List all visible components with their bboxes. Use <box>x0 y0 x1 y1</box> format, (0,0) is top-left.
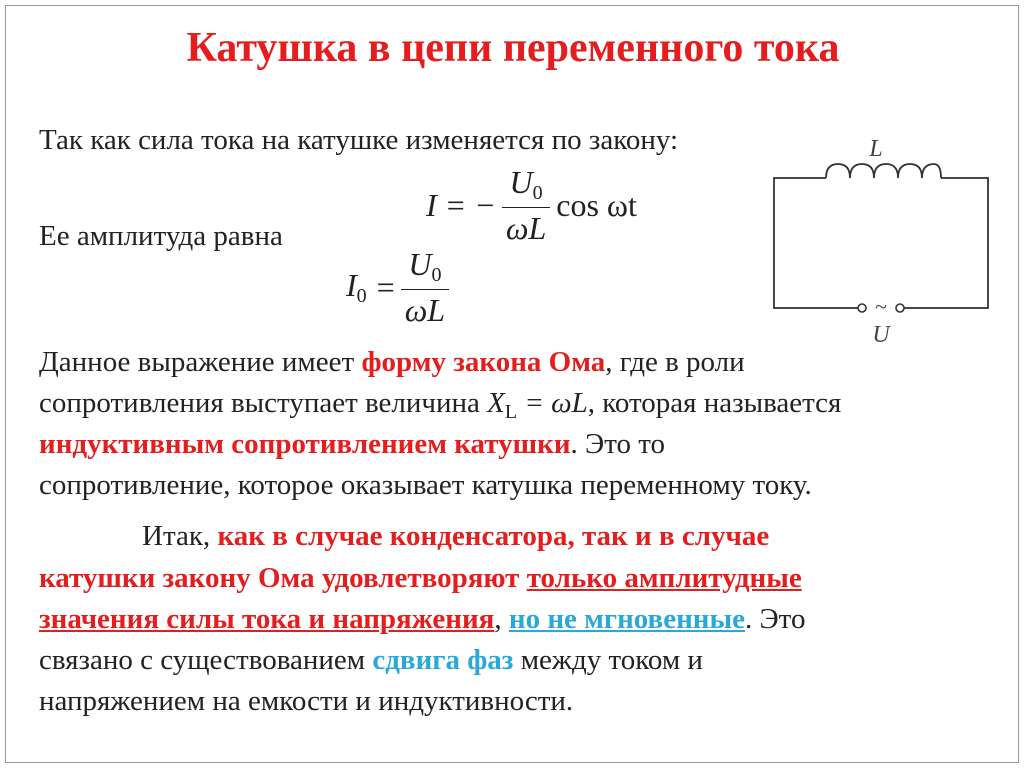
para2-line2 <box>39 562 802 594</box>
inductive-reactance-highlight: индуктивным сопротивлением катушки <box>39 428 571 460</box>
intro-text: Так как сила тока на катушке изменяется по закону: <box>39 124 679 156</box>
ohm-law-highlight: форму закона Ома <box>361 346 606 378</box>
para2-text: , <box>494 603 509 635</box>
amplitude-only-highlight: только амплитудные <box>526 562 802 594</box>
para1-line3 <box>39 428 665 460</box>
ac-source-icon: ~ <box>875 294 887 319</box>
para2-text: . Это <box>745 603 806 635</box>
coil-ohm-highlight: катушки закону Ома удовлетворяют <box>39 562 527 594</box>
reactance-symbol: X <box>487 387 505 419</box>
formula1-tail: cos ωt <box>556 187 637 223</box>
formula1-den: ωL <box>502 207 550 247</box>
reactance-subscript: L <box>504 401 518 423</box>
para2-line3 <box>39 603 805 635</box>
para1-text: сопротивления выступает величина <box>39 387 488 419</box>
formula2-num: U <box>408 246 432 282</box>
formula1-num: U <box>509 164 533 200</box>
para2-line4 <box>39 644 703 676</box>
formula1-fraction <box>502 164 550 247</box>
not-instantaneous-highlight: но не мгновенные <box>508 603 746 635</box>
para2-line5: напряжением на емкости и индуктивности. <box>39 685 574 717</box>
formula2-lhs: I <box>346 267 357 303</box>
source-terminal-left <box>858 304 866 312</box>
para1-line4: сопротивление, которое оказывает катушка переменному току. <box>39 469 812 501</box>
formula2-den: ωL <box>401 289 449 329</box>
para1-line2 <box>39 387 841 428</box>
formula1-num-sub: 0 <box>532 182 543 204</box>
para1-line1 <box>39 346 745 378</box>
phase-shift-highlight: сдвига фаз <box>372 644 514 676</box>
current-law-formula <box>426 164 637 247</box>
formula2-lhs-sub: 0 <box>356 285 367 307</box>
circuit-wire <box>774 178 988 308</box>
reactance-formula: = ωL <box>517 387 588 419</box>
formula2-num-sub: 0 <box>431 264 442 286</box>
circuit-diagram <box>766 128 1006 348</box>
inductor-label: L <box>869 136 883 162</box>
slide <box>5 5 1019 763</box>
current-voltage-values-highlight: значения силы тока и напряжения <box>39 603 495 635</box>
para2-text: между током и <box>513 644 703 676</box>
para2-text: связано с существованием <box>39 644 373 676</box>
capacitor-case-highlight: как в случае конденсатора, так и в случае <box>217 520 770 552</box>
slide-title: Катушка в цепи переменного тока <box>186 25 840 71</box>
para2-text: Итак, <box>142 520 218 552</box>
formula2-fraction <box>401 246 449 329</box>
amplitude-formula <box>346 246 455 329</box>
formula1-lhs: I = − <box>426 187 496 223</box>
para2-line1 <box>142 520 769 552</box>
amplitude-label: Ее амплитуда равна <box>39 220 283 252</box>
para1-text: , которая называется <box>587 387 842 419</box>
source-terminal-right <box>896 304 904 312</box>
source-label: U <box>872 322 890 348</box>
para1-text: , где в роли <box>605 346 745 378</box>
para1-text: Данное выражение имеет <box>39 346 362 378</box>
formula2-eq: = <box>376 269 395 305</box>
para1-text: . Это то <box>570 428 666 460</box>
